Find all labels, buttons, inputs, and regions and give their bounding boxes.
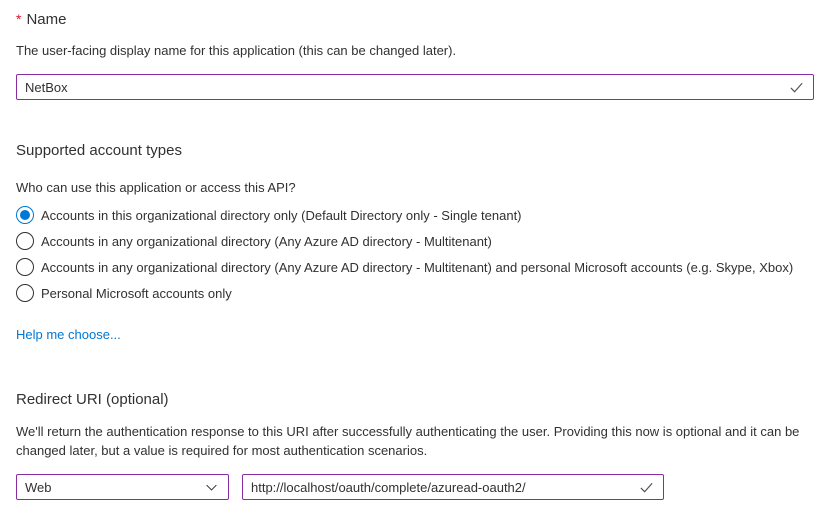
help-me-choose-link[interactable]: Help me choose...	[16, 327, 121, 342]
radio-button-icon[interactable]	[16, 206, 34, 224]
radio-button-icon[interactable]	[16, 284, 34, 302]
radio-option-single-tenant[interactable]	[16, 202, 522, 228]
radio-option-label: Accounts in any organizational directory (Any Azure AD directory - Multitenant)	[41, 233, 492, 249]
radio-option-multitenant[interactable]	[16, 228, 492, 254]
name-label: Name	[26, 11, 67, 28]
name-input[interactable]	[17, 75, 788, 99]
chevron-down-icon	[203, 479, 219, 495]
radio-option-label: Personal Microsoft accounts only	[41, 285, 232, 301]
redirect-uri-input-field	[242, 474, 664, 500]
name-valid-checkmark-icon	[788, 79, 804, 95]
radio-option-personal-only[interactable]	[16, 280, 232, 306]
platform-select-dropdown[interactable]	[16, 474, 229, 500]
radio-option-multitenant-personal[interactable]	[16, 254, 793, 280]
name-section-heading	[16, 11, 66, 28]
redirect-uri-input[interactable]	[243, 475, 638, 499]
platform-selected-value: Web	[25, 479, 52, 495]
radio-button-icon[interactable]	[16, 232, 34, 250]
radio-option-label: Accounts in any organizational directory (Any Azure AD directory - Multitenant) and personal Microsoft accounts (e.g. Skype, Xbox)	[41, 259, 794, 275]
uri-valid-checkmark-icon	[638, 479, 654, 495]
name-input-field	[16, 74, 814, 100]
redirect-uri-description: We'll return the authentication response to this URI after successfully authenticating the user. Providing this now is optional and it can be changed later, but a value is required for most authentication scenarios.	[16, 424, 800, 458]
redirect-uri-heading: Redirect URI (optional)	[16, 391, 169, 408]
account-types-heading: Supported account types	[16, 142, 182, 159]
required-asterisk: *	[16, 11, 22, 27]
radio-button-icon[interactable]	[16, 258, 34, 276]
radio-option-label: Accounts in this organizational directory only (Default Directory only - Single tenant)	[41, 207, 522, 223]
account-types-question: Who can use this application or access this API?	[16, 180, 296, 195]
name-description: The user-facing display name for this application (this can be changed later).	[16, 43, 457, 58]
